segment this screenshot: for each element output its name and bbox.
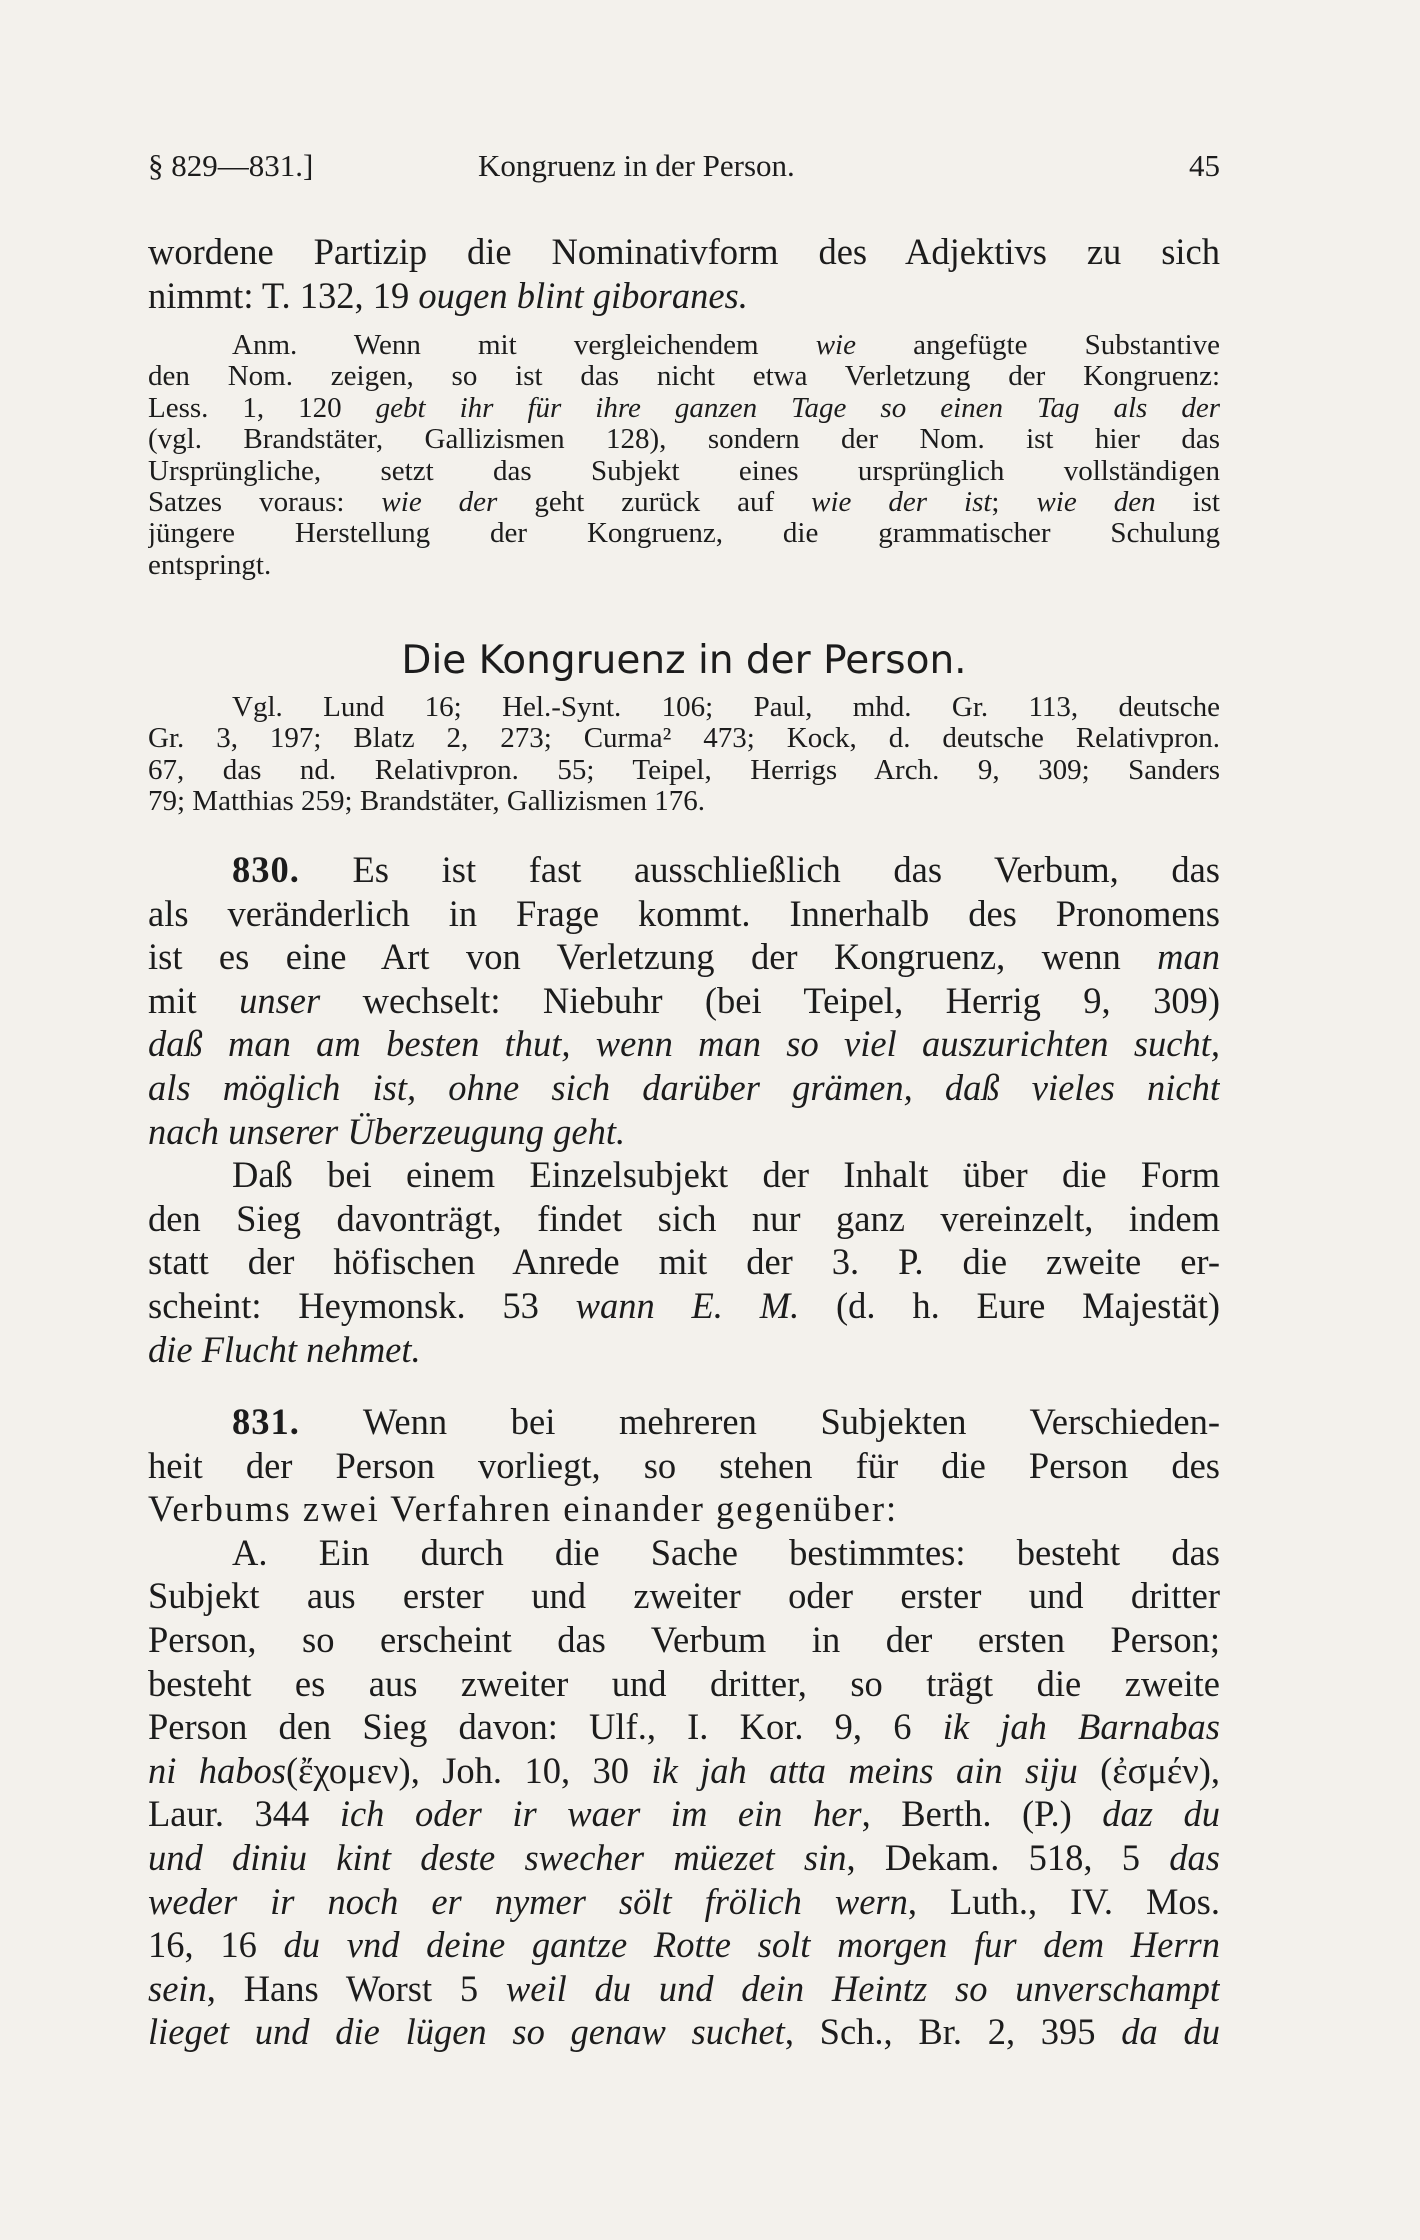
text-span: mit <box>148 979 240 1021</box>
text-span: A. Ein durch die Sache bestimmtes: besteht das <box>232 1531 1220 1573</box>
text-line <box>148 1662 1220 1706</box>
text-line <box>148 1792 1220 1836</box>
italic-quote: ik jah atta meins ain siju <box>651 1749 1078 1791</box>
text-line <box>148 1880 1220 1924</box>
section-heading: Die Kongruenz in der Person. <box>401 638 967 683</box>
italic-quote: und diniu kint deste swecher müezet sin <box>148 1836 847 1878</box>
intro-paragraph <box>148 230 1220 317</box>
section-range: § 829—831.] <box>148 148 314 183</box>
text-span: (vgl. Brandstäter, Gallizismen 128), sondern der Nom. ist hier das <box>148 424 1220 456</box>
text-span: wordene Partizip die Nominativform des Adjektivs zu sich <box>148 231 1220 272</box>
text-span: Gr. 3, 197; Blatz 2, 273; Curma² 473; Kock, d. deutsche Relativpron. <box>148 723 1220 755</box>
italic-quote: daz du <box>1102 1793 1220 1835</box>
italic-quote: daß man am besten thut, wenn man so viel auszurichten sucht, <box>148 1023 1220 1065</box>
text-span: den Nom. zeigen, so ist das nicht etwa Verletzung der Kongruenz: <box>148 361 1220 393</box>
text-span: jüngere Herstellung der Kongruenz, die grammatischer Schulung <box>148 518 1220 550</box>
text-line <box>148 1066 1220 1110</box>
italic-quote: man <box>1157 936 1220 978</box>
text-line <box>148 1400 1220 1444</box>
text-line <box>148 230 1220 274</box>
text-span: Ursprüngliche, setzt das Subjekt eines ursprünglich vollständigen <box>148 455 1220 487</box>
italic-quote: die Flucht nehmet. <box>148 1328 421 1370</box>
italic-quote: das <box>1169 1836 1220 1878</box>
text-line <box>148 1923 1220 1967</box>
running-title: Kongruenz in der Person. <box>478 148 795 183</box>
text-line <box>148 424 1220 455</box>
italic-quote: sein <box>148 1967 207 2009</box>
text-line <box>148 1110 1220 1154</box>
text-span: nimmt: T. 132, 19 <box>148 274 419 316</box>
text-span: den Sieg davonträgt, findet sich nur ganz vereinzelt, indem <box>148 1197 1220 1239</box>
text-span: , Berth. (P.) <box>861 1793 1103 1835</box>
text-span: Person, so erscheint das Verbum in der ersten Person; <box>148 1618 1220 1660</box>
text-span: , Sch., Br. 2, 395 <box>784 2011 1122 2053</box>
text-line <box>148 330 1220 361</box>
text-line <box>148 1967 1220 2011</box>
text-line <box>148 755 1220 786</box>
text-span: Less. 1, 120 <box>148 392 376 424</box>
text-span: ist <box>1155 487 1220 519</box>
text-span: entspringt. <box>148 549 272 581</box>
text-line <box>148 692 1220 723</box>
text-line <box>148 1705 1220 1749</box>
text-span: heit der Person vorliegt, so stehen für die Person des <box>148 1444 1220 1486</box>
text-span: Wenn bei mehreren Subjekten Verschieden- <box>299 1401 1220 1442</box>
italic-quote: ik jah Barnabas <box>942 1706 1220 1748</box>
text-line <box>148 456 1220 487</box>
text-span: Subjekt aus erster und zweiter oder erster und dritter <box>148 1575 1220 1617</box>
paragraph-831 <box>148 1400 1220 2054</box>
text-span: ist es eine Art von Verletzung der Kongruenz, wenn <box>148 936 1158 978</box>
text-line <box>148 1444 1220 1488</box>
text-line <box>148 1531 1220 1575</box>
italic-quote: nach unserer Überzeugung geht. <box>148 1110 626 1152</box>
text-line <box>148 786 1220 817</box>
text-span: wechselt: Niebuhr (bei Teipel, Herrig 9, 309) <box>320 979 1220 1021</box>
text-span: , Luth., IV. Mos. <box>907 1880 1220 1922</box>
text-span: Es ist fast ausschließlich das Verbum, das <box>299 849 1220 890</box>
text-line <box>148 393 1220 424</box>
text-span: Verbums zwei Verfahren einander gegenüber: <box>148 1488 899 1530</box>
text-line <box>148 892 1220 936</box>
text-span: scheint: Heymonsk. 53 <box>148 1284 576 1326</box>
text-line <box>148 1618 1220 1662</box>
italic-quote: ich oder ir waer im ein her <box>339 1793 862 1835</box>
text-span: 16, 16 <box>148 1924 284 1966</box>
text-span: besteht es aus zweiter und dritter, so trägt die zweite <box>148 1662 1220 1704</box>
text-span: Laur. 344 <box>148 1793 340 1835</box>
paragraph-number: 830. <box>232 849 300 890</box>
text-span: Person den Sieg davon: Ulf., I. Kor. 9, 6 <box>148 1706 943 1748</box>
text-span: Satzes voraus: <box>148 487 382 519</box>
text-span: , Dekam. 518, 5 <box>846 1836 1170 1878</box>
annotation-paragraph <box>148 330 1220 581</box>
text-line <box>148 274 1220 318</box>
italic-quote: wie den <box>1036 487 1156 519</box>
italic-quote: als möglich ist, ohne sich darüber grämen, daß vieles nicht <box>148 1066 1220 1108</box>
text-line <box>148 1328 1220 1372</box>
text-span: (ἔχομεν), Joh. 10, 30 <box>286 1749 652 1791</box>
italic-quote: du vnd deine gantze Rotte solt morgen fur dem Herrn <box>283 1924 1220 1966</box>
text-span: (ἐσμέν), <box>1077 1749 1220 1791</box>
text-line <box>148 1197 1220 1241</box>
text-span: statt der höfischen Anrede mit der 3. P. die zweite er- <box>148 1241 1220 1283</box>
text-line <box>148 1836 1220 1880</box>
italic-quote: gebt ihr für ihre ganzen Tage so einen Tag als der <box>375 392 1220 424</box>
paragraph-number: 831. <box>232 1401 300 1442</box>
text-span: als veränderlich in Frage kommt. Innerhalb des Pronomens <box>148 892 1220 934</box>
italic-quote: ni habos <box>148 1749 287 1791</box>
text-line <box>148 848 1220 892</box>
references-paragraph <box>148 692 1220 818</box>
italic-quote: wann E. M. <box>575 1284 800 1326</box>
italic-quote: wie der ist <box>811 487 992 519</box>
italic-quote: unser <box>239 979 321 1021</box>
text-line <box>148 1574 1220 1618</box>
text-line <box>148 2010 1220 2054</box>
text-line <box>148 361 1220 392</box>
text-line <box>148 1284 1220 1328</box>
italic-quote: da du <box>1121 2011 1220 2053</box>
text-line <box>148 487 1220 518</box>
text-line <box>148 979 1220 1023</box>
text-line <box>148 1240 1220 1284</box>
text-line <box>148 723 1220 754</box>
running-header <box>148 148 1220 192</box>
text-line <box>148 1487 1220 1531</box>
text-line <box>148 935 1220 979</box>
italic-quote: wie der <box>381 487 498 519</box>
text-span: 67, das nd. Relativpron. 55; Teipel, Herrigs Arch. 9, 309; Sanders <box>148 754 1220 786</box>
page-number: 45 <box>1189 148 1220 183</box>
text-line <box>148 1749 1220 1793</box>
italic-quote: lieget und die lügen so genaw suchet <box>148 2011 785 2053</box>
text-span: ; <box>991 487 1037 519</box>
italic-quote: wie <box>815 330 856 361</box>
text-span: , Hans Worst 5 <box>206 1967 506 2009</box>
text-line <box>148 550 1220 581</box>
text-line <box>148 518 1220 549</box>
text-span: Daß bei einem Einzelsubjekt der Inhalt über die Form <box>232 1154 1220 1196</box>
text-span: (d. h. Eure Majestät) <box>799 1284 1220 1326</box>
text-line <box>148 1153 1220 1197</box>
text-span: Vgl. Lund 16; Hel.-Synt. 106; Paul, mhd. Gr. 113, deutsche <box>232 692 1220 723</box>
text-span: angefügte Substantive <box>855 330 1220 361</box>
italic-quote: ougen blint giboranes. <box>418 274 748 316</box>
text-span: geht zurück auf <box>497 487 812 519</box>
text-span: 79; Matthias 259; Brandstäter, Gallizismen 176. <box>148 786 705 818</box>
text-line <box>148 1022 1220 1066</box>
italic-quote: weil du und dein Heintz so unverschampt <box>505 1967 1220 2009</box>
italic-quote: weder ir noch er nymer sölt frölich wern <box>148 1880 908 1922</box>
paragraph-830 <box>148 848 1220 1371</box>
text-span: Anm. Wenn mit vergleichendem <box>232 330 816 361</box>
